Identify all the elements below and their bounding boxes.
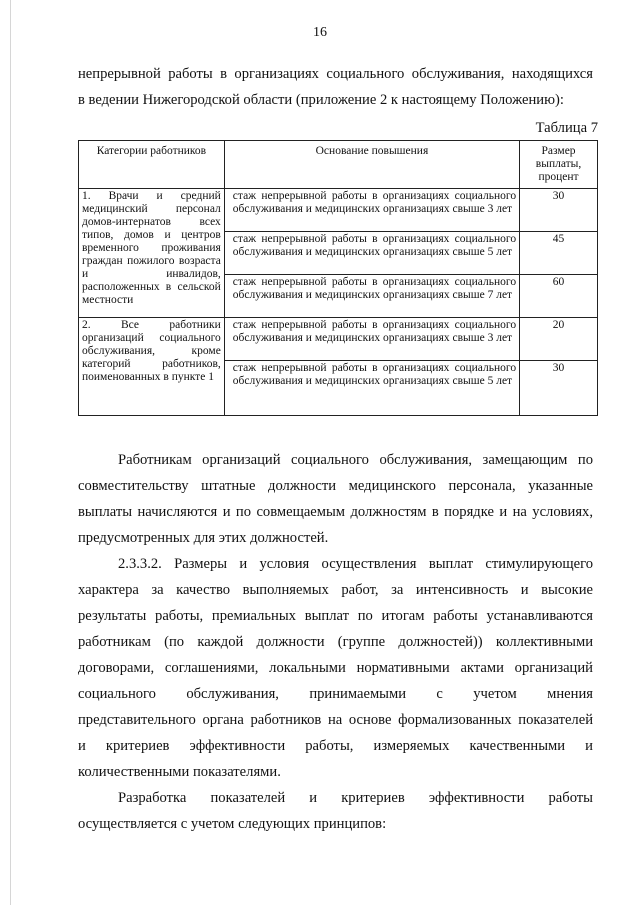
intro-line-1: непрерывной работы в организациях социального обслуживания, находящихся (78, 66, 593, 82)
percent-cell: 30 (520, 189, 598, 232)
para2-line-7: представительного органа работников на основе формализованных показателей (78, 712, 593, 728)
para2-line-2: характера за качество выполняемых работ, за интенсивность и высокие (78, 582, 593, 598)
para1-line-3: выплаты начисляются и по совмещаемым должностям в порядке и на условиях, (78, 504, 593, 520)
para3-line-1: Разработка показателей и критериев эффективности работы (118, 790, 593, 806)
basis-cell: стаж непрерывной работы в организациях социального обслуживания и медицинских организациях свыше 3 лет (224, 318, 519, 361)
table-row (79, 318, 598, 361)
basis-cell: стаж непрерывной работы в организациях социального обслуживания и медицинских организациях свыше 3 лет (224, 189, 519, 232)
basis-cell: стаж непрерывной работы в организациях социального обслуживания и медицинских организациях свыше 5 лет (224, 361, 519, 416)
intro-line-2: в ведении Нижегородской области (приложение 2 к настоящему Положению): (78, 92, 564, 108)
percent-cell: 45 (520, 232, 598, 275)
header-basis: Основание повышения (224, 141, 519, 189)
benefits-table (78, 140, 598, 416)
category-cell: 2. Все работники организаций социального обслуживания, кроме категорий работников, поименованных в пункте 1 (79, 318, 225, 416)
para2-line-5: договорами, соглашениями, локальными нормативными актами организаций (78, 660, 593, 676)
table-header-row (79, 141, 598, 189)
para1-line-4: предусмотренных для этих должностей. (78, 530, 329, 546)
para2-line-6: социального обслуживания, принимаемыми с учетом мнения (78, 686, 593, 702)
percent-cell: 60 (520, 275, 598, 318)
para3-line-2: осуществляется с учетом следующих принципов: (78, 816, 387, 832)
percent-cell: 20 (520, 318, 598, 361)
header-categories: Категории работников (79, 141, 225, 189)
para1-line-2: совместительству штатные должности медицинского персонала, указанные (78, 478, 593, 494)
para1-line-1: Работникам организаций социального обслуживания, замещающим по (118, 452, 593, 468)
page-number: 16 (313, 25, 327, 40)
basis-cell: стаж непрерывной работы в организациях социального обслуживания и медицинских организациях свыше 5 лет (224, 232, 519, 275)
table-label: Таблица 7 (535, 120, 598, 136)
para2-line-8: и критериев эффективности работы, измеряемых качественными и (78, 738, 593, 754)
table-row (79, 189, 598, 232)
para2-line-4: работникам (по каждой должности (группе должностей)) коллективными (78, 634, 593, 650)
para2-line-1: 2.3.3.2. Размеры и условия осуществления выплат стимулирующего (118, 556, 593, 572)
basis-cell: стаж непрерывной работы в организациях социального обслуживания и медицинских организациях свыше 7 лет (224, 275, 519, 318)
para2-line-9: количественными показателями. (78, 764, 281, 780)
percent-cell: 30 (520, 361, 598, 416)
para2-line-3: результаты работы, премиальных выплат по итогам работы устанавливаются (78, 608, 593, 624)
header-size: Размер выплаты, процент (520, 141, 598, 189)
category-cell: 1. Врачи и средний медицинский персонал домов-интернатов всех типов, домов и центров временного проживания граждан пожилого возраста и инвалидов, расположенных в сельской местности (79, 189, 225, 318)
page-edge (10, 0, 11, 905)
